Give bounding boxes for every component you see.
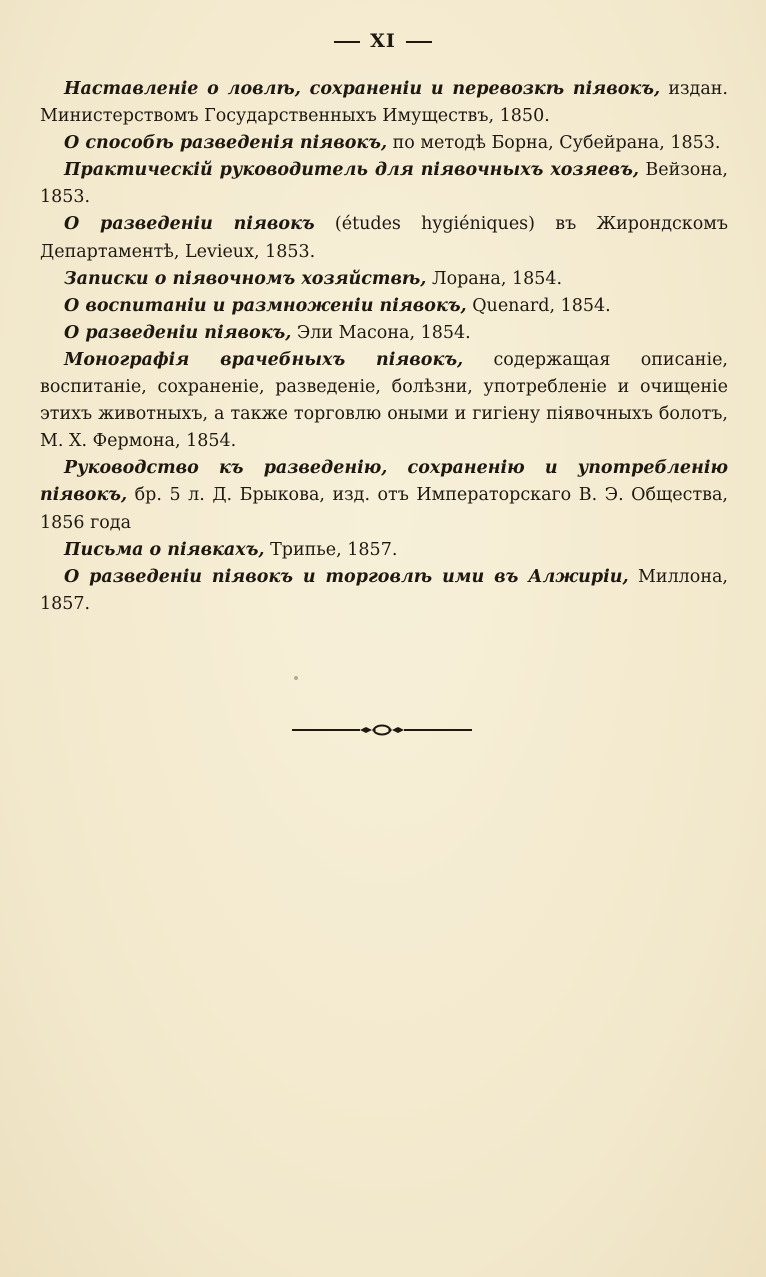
header-dash-right bbox=[406, 41, 432, 43]
entry-details: Quenard, 1854. bbox=[466, 295, 611, 316]
decorative-divider-ornament bbox=[292, 722, 472, 738]
bibliography-entry bbox=[40, 266, 728, 293]
entry-details: (études hygiéniques) въ Жирондскомъ Департаментѣ, Levieux, 1853. bbox=[40, 214, 728, 262]
entry-title: О воспитаніи и размноженіи піявокъ, bbox=[64, 295, 467, 316]
bibliography-entry bbox=[40, 455, 728, 536]
entry-details: Эли Масона, 1854. bbox=[291, 322, 471, 343]
page-number: XI bbox=[370, 30, 396, 52]
entry-title: О разведеніи піявокъ, bbox=[64, 322, 292, 343]
entry-title: Наставленіе о ловлѣ, сохраненіи и перевозкѣ піявокъ, bbox=[64, 79, 661, 99]
bibliography-entry bbox=[40, 130, 728, 157]
bibliography-entry bbox=[40, 564, 728, 618]
entry-details: издан. Министерствомъ Государственныхъ Имуществъ, 1850. bbox=[40, 79, 728, 127]
bibliography-entry bbox=[40, 211, 728, 265]
entry-title: Руководство къ разведенію, сохраненію и употребленію піявокъ, bbox=[40, 458, 728, 506]
entry-details: по методѣ Борна, Субейрана, 1853. bbox=[387, 133, 721, 154]
ink-speck bbox=[294, 676, 298, 680]
entry-title: Практическій руководитель для піявочныхъ хозяевъ, bbox=[64, 160, 639, 181]
bibliography-list bbox=[40, 76, 728, 618]
entry-title: О разведеніи піявокъ и торговлѣ ими въ Алжиріи, bbox=[64, 566, 629, 587]
bibliography-entry bbox=[40, 320, 728, 347]
entry-title: Записки о піявочномъ хозяйствѣ, bbox=[64, 268, 427, 289]
bibliography-entry bbox=[40, 347, 728, 455]
bibliography-entry bbox=[40, 157, 728, 211]
page-header bbox=[0, 30, 766, 52]
entry-title: О способѣ разведенія піявокъ, bbox=[64, 133, 388, 154]
bibliography-entry bbox=[40, 537, 728, 564]
entry-details: Лорана, 1854. bbox=[426, 268, 563, 289]
entry-details: бр. 5 л. Д. Брыкова, изд. отъ Императорскаго В. Э. Общества, 1856 года bbox=[40, 485, 728, 533]
entry-details: Вейзона, 1853. bbox=[40, 160, 728, 208]
entry-title: Монографія врачебныхъ піявокъ, bbox=[64, 349, 464, 370]
bibliography-entry bbox=[40, 76, 728, 130]
entry-details: содержащая описаніе, воспитаніе, сохраненіе, разведеніе, болѣзни, употребленіе и очищеніе этихъ животныхъ, а также торговлю оными и гигіену піявочныхъ болотъ, М. Х. Фермона, 1854. bbox=[40, 349, 728, 452]
bibliography-entry bbox=[40, 293, 728, 320]
entry-details: Миллона, 1857. bbox=[40, 566, 728, 614]
entry-title: Письма о піявкахъ, bbox=[64, 539, 265, 560]
entry-details: Трипье, 1857. bbox=[264, 539, 398, 560]
entry-title: О разведеніи піявокъ bbox=[64, 214, 315, 235]
header-dash-left bbox=[334, 41, 360, 43]
